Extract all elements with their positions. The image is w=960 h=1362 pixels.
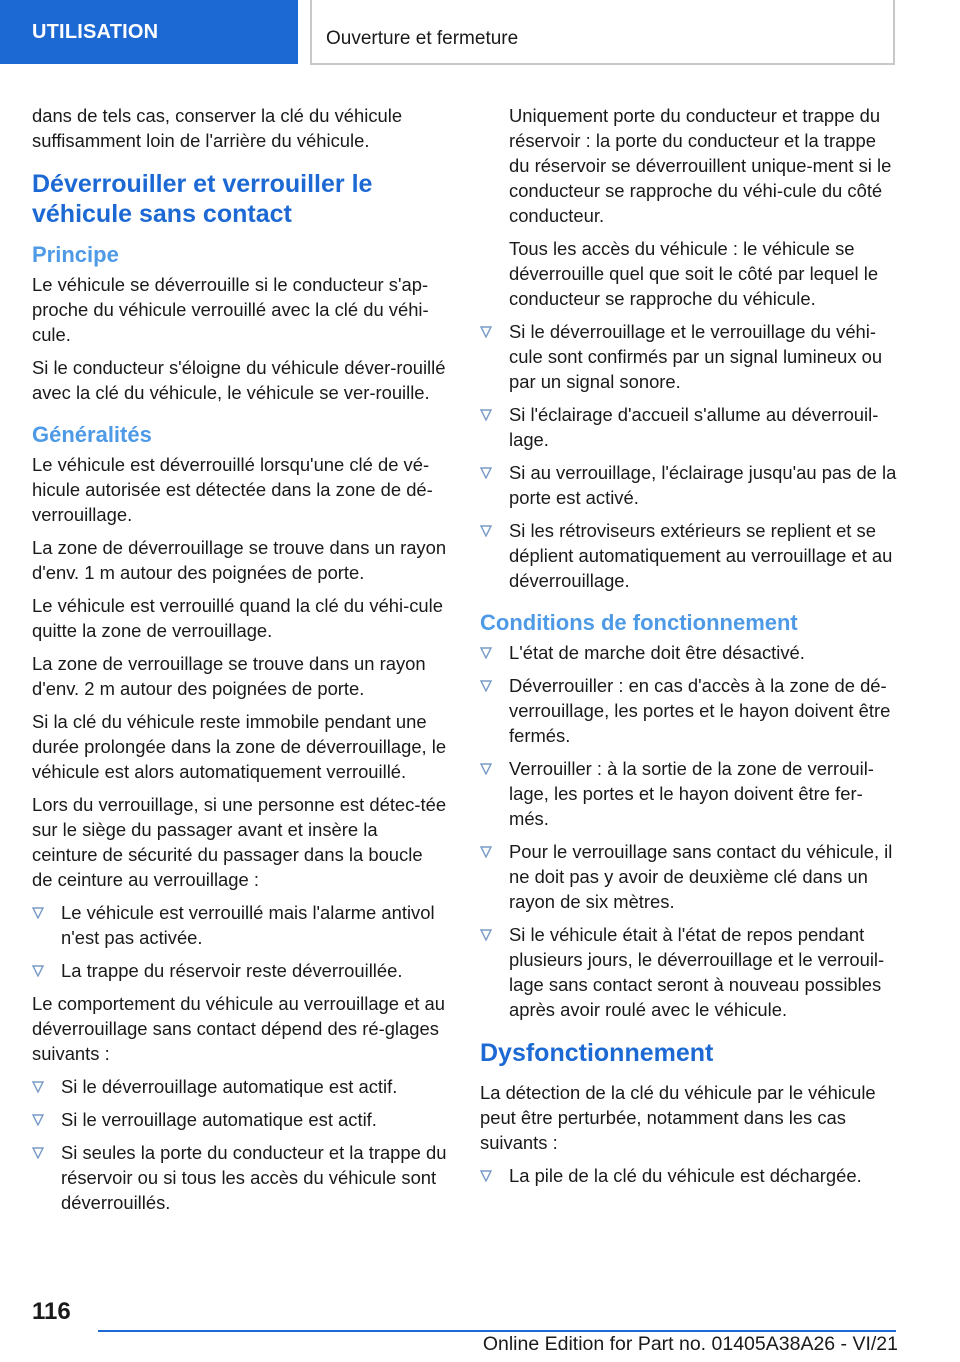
list-item bbox=[480, 518, 898, 593]
list-item-text: Le véhicule est verrouillé mais l'alarme antivol n'est pas activée. bbox=[61, 902, 435, 948]
section-tab: UTILISATION bbox=[0, 0, 298, 64]
list-item bbox=[32, 1140, 448, 1215]
list-item-text: Déverrouiller : en cas d'accès à la zone de dé-verrouillage, les portes et le hayon doivent être fermés. bbox=[509, 675, 891, 746]
footer-edition: Online Edition for Part no. 01405A38A26 - VI/21 bbox=[482, 1333, 898, 1355]
triangle-bullet-icon bbox=[480, 525, 492, 537]
heading-principe: Principe bbox=[32, 242, 119, 267]
list-item-text: Si le déverrouillage et le verrouillage du véhi-cule sont confirmés par un signal lumineux ou par un signal sonore. bbox=[509, 321, 883, 392]
list-item-text: Si le verrouillage automatique est actif. bbox=[61, 1109, 377, 1130]
heading-generalites: Généralités bbox=[32, 422, 152, 447]
list-item-text: La trappe du réservoir reste déverrouillée. bbox=[61, 960, 403, 981]
list-item-text: L'état de marche doit être désactivé. bbox=[509, 642, 805, 663]
indented-paragraph: Tous les accès du véhicule : le véhicule se déverrouille quel que soit le côté par lequel le conducteur se rapproche du véhicule. bbox=[509, 238, 879, 309]
list-item bbox=[480, 839, 898, 914]
heading-dysfonctionnement: Dysfonctionnement bbox=[480, 1039, 714, 1067]
list-item bbox=[480, 319, 898, 394]
list-item-text: Pour le verrouillage sans contact du véhicule, il ne doit pas y avoir de deuxième clé dans un rayon de six mètres. bbox=[509, 841, 893, 912]
intro-paragraph: dans de tels cas, conserver la clé du véhicule suffisamment loin de l'arrière du véhicule. bbox=[32, 105, 403, 151]
list-item bbox=[32, 900, 448, 950]
list-item-text: Si seules la porte du conducteur et la trappe du réservoir ou si tous les accès du véhicule sont déverrouillés. bbox=[61, 1142, 447, 1213]
triangle-bullet-icon bbox=[480, 1170, 492, 1182]
list-item-text: Si au verrouillage, l'éclairage jusqu'au pas de la porte est activé. bbox=[509, 462, 897, 508]
triangle-bullet-icon bbox=[32, 965, 44, 977]
paragraph: Si la clé du véhicule reste immobile pendant une durée prolongée dans la zone de déverrouillage, le véhicule est alors automatiquement verrouillé. bbox=[32, 711, 447, 782]
triangle-bullet-icon bbox=[32, 1081, 44, 1093]
triangle-bullet-icon bbox=[32, 1114, 44, 1126]
paragraph: Le véhicule est déverrouillé lorsqu'une clé de vé-hicule autorisée est détectée dans la zone de dé-verrouillage. bbox=[32, 454, 433, 525]
paragraph: La détection de la clé du véhicule par le véhicule peut être perturbée, notamment dans les cas suivants : bbox=[480, 1082, 876, 1153]
paragraph: Si le conducteur s'éloigne du véhicule déver-rouillé avec la clé du véhicule, le véhicule se ver-rouille. bbox=[32, 357, 446, 403]
bullet-list bbox=[32, 900, 448, 983]
list-item bbox=[480, 640, 898, 665]
list-item bbox=[480, 673, 898, 748]
list-item bbox=[480, 1163, 898, 1188]
paragraph: Le comportement du véhicule au verrouillage et au déverrouillage sans contact dépend des ré-glages suivants : bbox=[32, 993, 446, 1064]
list-item bbox=[480, 922, 898, 1022]
triangle-bullet-icon bbox=[32, 907, 44, 919]
triangle-bullet-icon bbox=[480, 680, 492, 692]
header-divider-left bbox=[310, 0, 312, 64]
triangle-bullet-icon bbox=[480, 929, 492, 941]
list-item-text: Si l'éclairage d'accueil s'allume au déverrouil-lage. bbox=[509, 404, 879, 450]
triangle-bullet-icon bbox=[480, 846, 492, 858]
paragraph: Le véhicule se déverrouille si le conducteur s'ap-proche du véhicule verrouillé avec la clé du véhi-cule. bbox=[32, 274, 429, 345]
list-item-text: La pile de la clé du véhicule est déchargée. bbox=[509, 1165, 862, 1186]
list-item-text: Si le véhicule était à l'état de repos pendant plusieurs jours, le déverrouillage et le verrouil-lage sans contact seront à nouveau possibles après avoir roulé avec le véhicule. bbox=[509, 924, 885, 1020]
list-item bbox=[480, 460, 898, 510]
header-divider-right bbox=[893, 0, 895, 64]
chapter-title: Ouverture et fermeture bbox=[326, 28, 519, 49]
list-item bbox=[480, 756, 898, 831]
paragraph: La zone de déverrouillage se trouve dans un rayon d'env. 1 m autour des poignées de porte. bbox=[32, 537, 447, 583]
triangle-bullet-icon bbox=[480, 409, 492, 421]
triangle-bullet-icon bbox=[480, 647, 492, 659]
list-item bbox=[480, 402, 898, 452]
right-column bbox=[480, 103, 898, 1196]
list-item bbox=[32, 1074, 448, 1099]
page-number: 116 bbox=[32, 1298, 71, 1325]
section-title: Déverrouiller et verrouiller le véhicule sans contact bbox=[32, 170, 373, 228]
footer-rule bbox=[98, 1330, 896, 1332]
heading-conditions: Conditions de fonctionnement bbox=[480, 610, 798, 635]
list-item-text: Si les rétroviseurs extérieurs se replient et se déplient automatiquement au verrouillage et au déverrouillage. bbox=[509, 520, 893, 591]
list-item-text: Si le déverrouillage automatique est actif. bbox=[61, 1076, 398, 1097]
triangle-bullet-icon bbox=[480, 763, 492, 775]
triangle-bullet-icon bbox=[32, 1147, 44, 1159]
list-item bbox=[32, 1107, 448, 1132]
triangle-bullet-icon bbox=[480, 326, 492, 338]
paragraph: Lors du verrouillage, si une personne est détec-tée sur le siège du passager avant et insère la ceinture de sécurité du passager dans la boucle de ceinture au verrouillage : bbox=[32, 794, 447, 890]
list-item bbox=[32, 958, 448, 983]
bullet-list bbox=[32, 1074, 448, 1215]
header-divider-bottom bbox=[310, 63, 895, 65]
list-item-text: Verrouiller : à la sortie de la zone de verrouil-lage, les portes et le hayon doivent être fer-més. bbox=[509, 758, 874, 829]
bullet-list bbox=[480, 319, 898, 593]
paragraph: Le véhicule est verrouillé quand la clé du véhi-cule quitte la zone de verrouillage. bbox=[32, 595, 443, 641]
bullet-list bbox=[480, 640, 898, 1022]
paragraph: La zone de verrouillage se trouve dans un rayon d'env. 2 m autour des poignées de porte. bbox=[32, 653, 426, 699]
indented-paragraph: Uniquement porte du conducteur et trappe du réservoir : la porte du conducteur et la trappe du réservoir se déverrouillent unique-ment si le conducteur se rapproche du véhi-cule du côté conducteur. bbox=[509, 105, 892, 226]
left-column bbox=[32, 103, 448, 1223]
triangle-bullet-icon bbox=[480, 467, 492, 479]
bullet-list bbox=[480, 1163, 898, 1188]
